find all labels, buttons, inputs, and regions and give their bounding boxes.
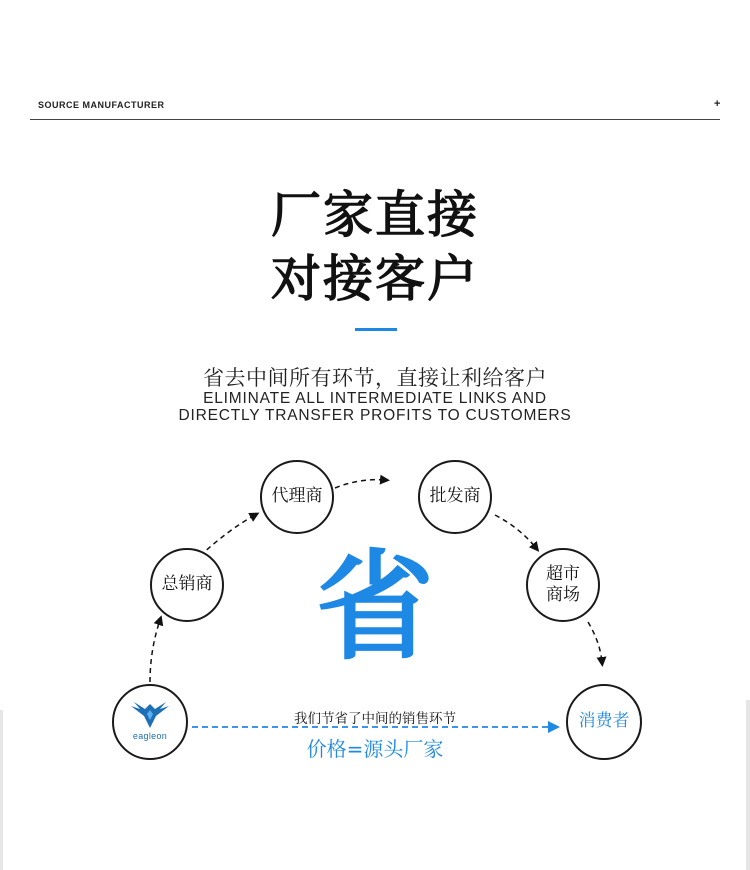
node-supermarket-line-2: 商场 — [546, 585, 580, 605]
brand-name: eagleon — [132, 731, 168, 741]
header-label: SOURCE MANUFACTURER — [38, 100, 165, 110]
left-edge-strip — [0, 710, 3, 870]
center-save-char: 省 — [315, 538, 434, 676]
title-line-2: 对接客户 — [271, 250, 479, 308]
node-supermarket-line-1: 超市 — [546, 563, 580, 584]
accent-bar — [355, 328, 397, 331]
connector-supermarket-to-consumer — [588, 622, 602, 662]
connector-wholesaler-to-supermarket — [495, 515, 536, 548]
node-consumer: 消费者 — [566, 684, 642, 760]
subtitle-en-line-2: DIRECTLY TRANSFER PROFITS TO CUSTOMERS — [178, 407, 572, 424]
header-divider — [30, 119, 720, 120]
title-line-1: 厂家直接 — [271, 186, 479, 244]
connector-agent-to-wholesaler — [335, 480, 385, 488]
plus-icon: + — [714, 98, 721, 110]
subtitle-cn: 省去中间所有环节，直接让利给客户 — [203, 366, 547, 390]
price-note: 价格=源头厂家 — [306, 737, 444, 761]
right-edge-strip — [746, 700, 750, 870]
connector-distributor-to-agent — [200, 515, 255, 556]
connector-brand-to-distributor — [150, 620, 160, 682]
subtitle-en-line-1: ELIMINATE ALL INTERMEDIATE LINKS AND — [203, 390, 547, 407]
node-general-distributor: 总销商 — [150, 548, 224, 622]
node-supermarket — [526, 548, 600, 622]
node-agent: 代理商 — [260, 460, 334, 534]
saved-note: 我们节省了中间的销售环节 — [294, 711, 456, 727]
node-wholesaler: 批发商 — [418, 460, 492, 534]
